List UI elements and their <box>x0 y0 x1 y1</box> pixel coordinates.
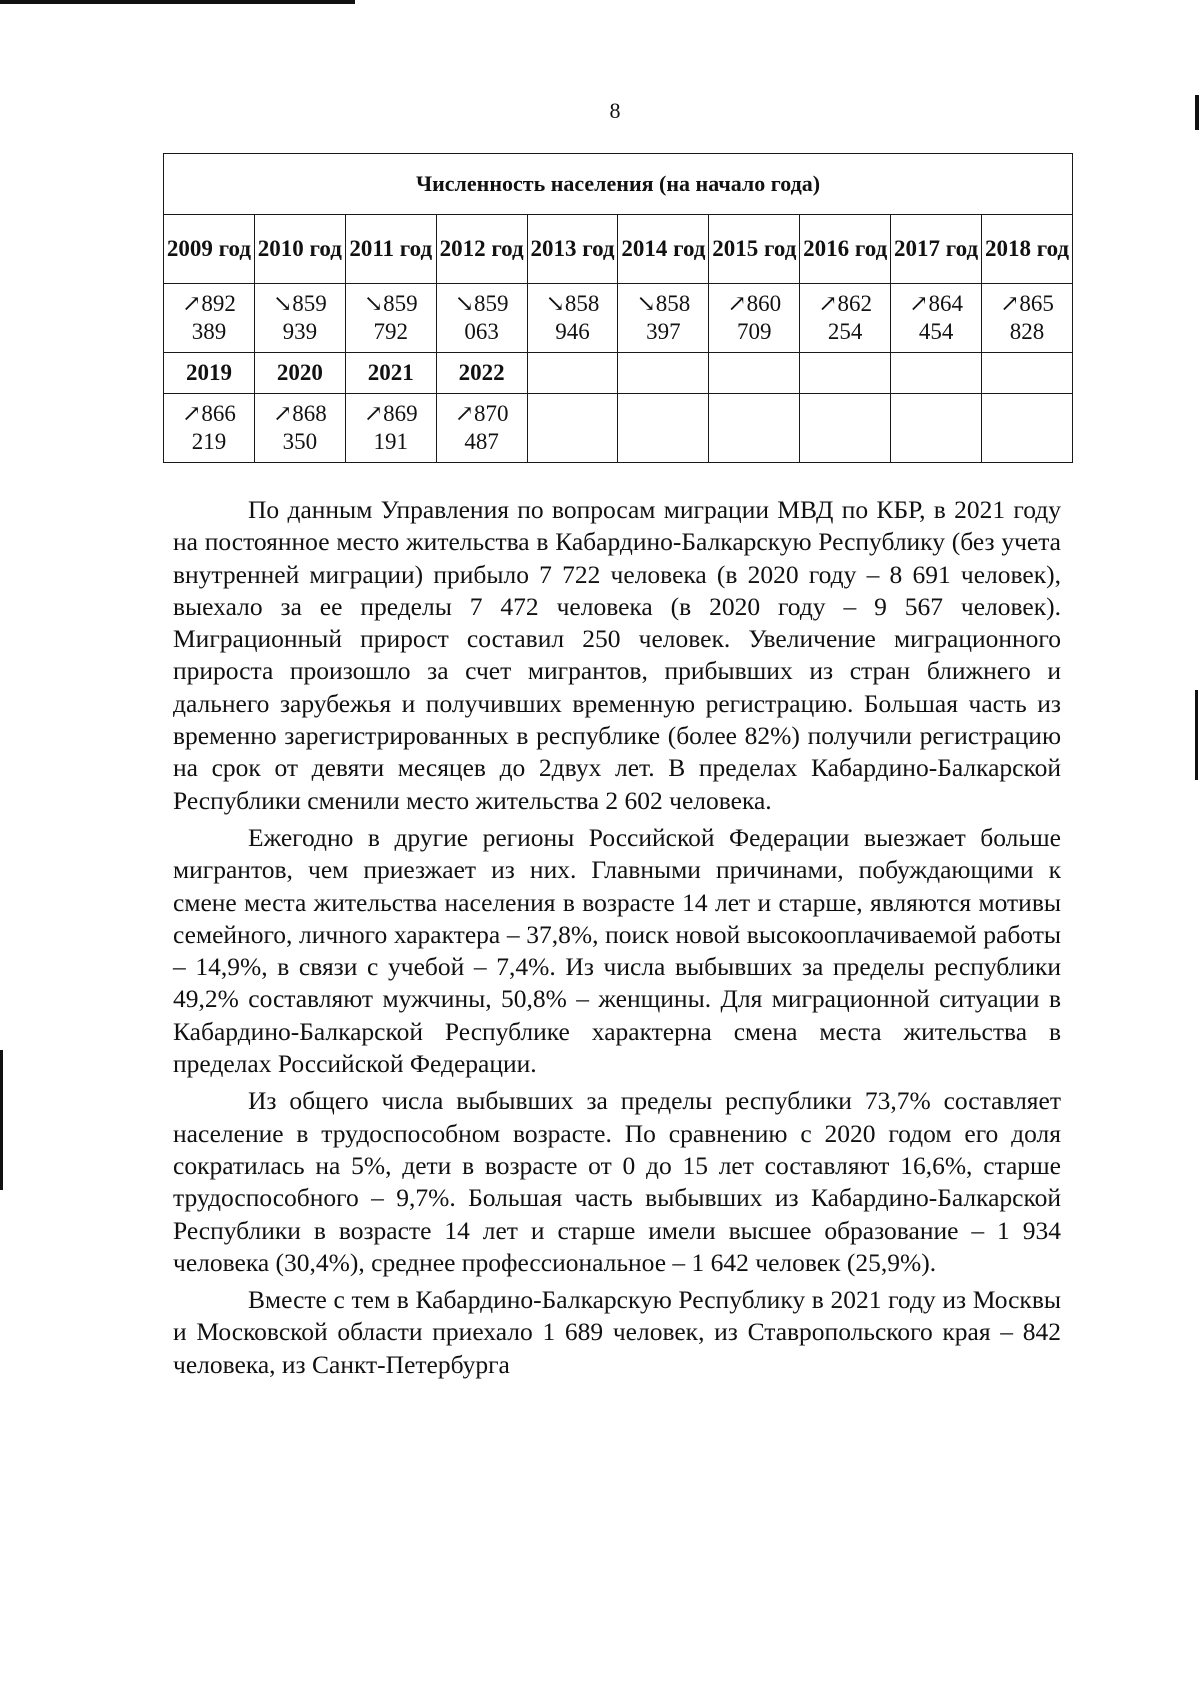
value-cell: ↗860 709 <box>709 284 800 353</box>
paragraph: Из общего числа выбывших за пределы республики 73,7% составляет население в трудоспособном возрасте. По сравнению с 2020 годом его доля сократилась на 5%, дети в возрасте от 0 до 15 лет составляют 16,6%, старше трудоспособного – 9,7%. Большая часть выбывших из Кабардино-Балкарской Республики в возрасте 14 лет и старше имели высшее образование – 1 934 человека (30,4%), среднее профессиональное – 1 642 человек (25,9%). <box>173 1086 1061 1277</box>
year-cell: 2022 <box>436 353 527 394</box>
value-cell: ↗862 254 <box>800 284 891 353</box>
empty-cell <box>618 353 709 394</box>
year-cell: 2018 год <box>982 215 1073 284</box>
body-text <box>173 494 1061 1381</box>
empty-cell <box>527 394 618 463</box>
table-row-values-1 <box>164 284 1073 353</box>
year-cell: 2016 год <box>800 215 891 284</box>
year-cell: 2020 <box>254 353 345 394</box>
empty-cell <box>982 353 1073 394</box>
year-cell: 2011 год <box>345 215 436 284</box>
scan-artifact-top <box>0 0 355 4</box>
empty-cell <box>618 394 709 463</box>
value-cell: ↗869 191 <box>345 394 436 463</box>
value-cell: ↗864 454 <box>891 284 982 353</box>
empty-cell <box>800 353 891 394</box>
table-row-values-2 <box>164 394 1073 463</box>
paragraph: По данным Управления по вопросам миграции МВД по КБР, в 2021 году на постоянное место жительства в Кабардино-Балкарскую Республику (без учета внутренней миграции) прибыло 7 722 человека (в 2020 году – 8 691 человек), выехало за ее пределы 7 472 человека (в 2020 году – 9 567 человек). Миграционный прирост составил 250 человек. Увеличение миграционного прироста произошло за счет мигрантов, прибывших из стран ближнего и дальнего зарубежья и получивших временную регистрацию. Большая часть из временно зарегистрированных в республике (более 82%) получили регистрацию на срок от девяти месяцев до 2двух лет. В пределах Кабардино-Балкарской Республики сменили место жительства 2 602 человека. <box>173 495 1061 815</box>
value-cell: ↗866 219 <box>164 394 255 463</box>
table-title: Численность населения (на начало года) <box>164 154 1073 215</box>
empty-cell <box>709 353 800 394</box>
scan-artifact-right-lower <box>1195 690 1198 780</box>
value-cell: ↘859 792 <box>345 284 436 353</box>
paragraph: Ежегодно в другие регионы Российской Федерации выезжает больше мигрантов, чем приезжает из них. Главными причинами, побуждающими к смене места жительства населения в возрасте 14 лет и старше, являются мотивы семейного, личного характера – 37,8%, поиск новой высокооплачиваемой работы – 14,9%, в связи с учебой – 7,4%. Из числа выбывших за пределы республики 49,2% составляют мужчины, 50,8% – женщины. Для миграционной ситуации в Кабардино-Балкарской Республике характерна смена места жительства в пределах Российской Федерации. <box>173 822 1061 1079</box>
year-cell: 2013 год <box>527 215 618 284</box>
year-cell: 2015 год <box>709 215 800 284</box>
year-cell: 2014 год <box>618 215 709 284</box>
value-cell: ↗865 828 <box>982 284 1073 353</box>
paragraph: Вместе с тем в Кабардино-Балкарскую Республику в 2021 году из Москвы и Московской области приехало 1 689 человек, из Ставропольского края – 842 человека, из Санкт-Петербурга <box>173 1285 1061 1379</box>
page-number: 8 <box>609 98 621 123</box>
empty-cell <box>800 394 891 463</box>
empty-cell <box>891 394 982 463</box>
year-cell: 2012 год <box>436 215 527 284</box>
table-row-years-2 <box>164 353 1073 394</box>
empty-cell <box>982 394 1073 463</box>
year-cell: 2019 <box>164 353 255 394</box>
year-cell: 2009 год <box>164 215 255 284</box>
empty-cell <box>891 353 982 394</box>
value-cell: ↗892 389 <box>164 284 255 353</box>
value-cell: ↘858 946 <box>527 284 618 353</box>
year-cell: 2017 год <box>891 215 982 284</box>
year-cell: 2021 <box>345 353 436 394</box>
value-cell: ↘859 939 <box>254 284 345 353</box>
empty-cell <box>709 394 800 463</box>
value-cell: ↗868 350 <box>254 394 345 463</box>
year-cell: 2010 год <box>254 215 345 284</box>
value-cell: ↗870 487 <box>436 394 527 463</box>
value-cell: ↘858 397 <box>618 284 709 353</box>
empty-cell <box>527 353 618 394</box>
value-cell: ↘859 063 <box>436 284 527 353</box>
table-row-years-1 <box>164 215 1073 284</box>
population-table <box>163 153 1073 463</box>
scan-artifact-left <box>0 1050 3 1190</box>
